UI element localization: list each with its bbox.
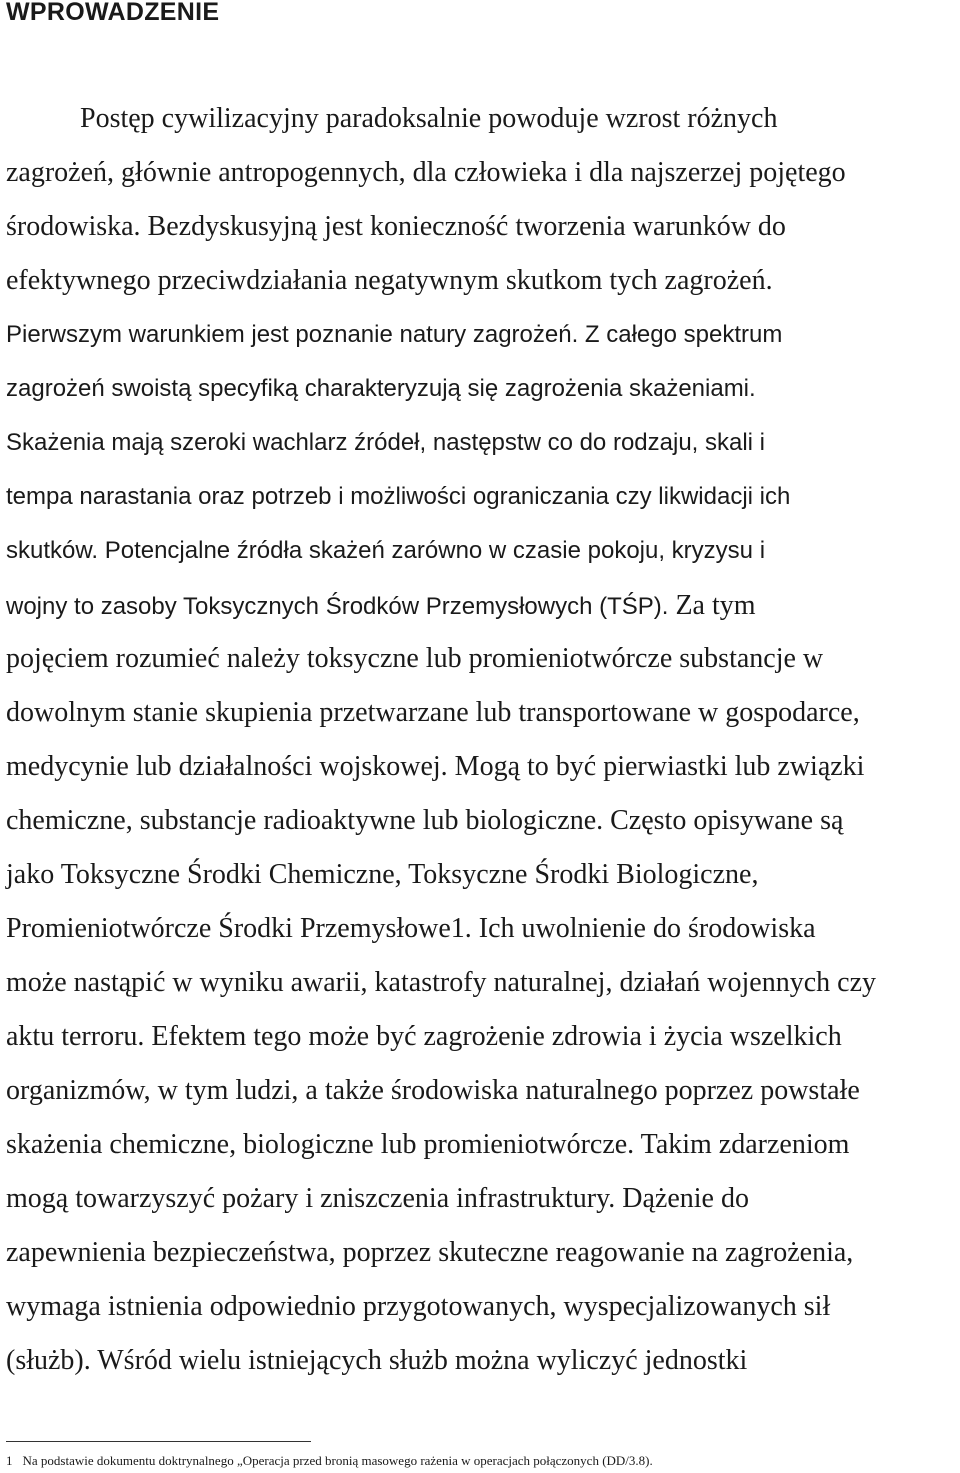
text-line: skutków. Potencjalne źródła skażeń zarówno w czasie pokoju, kryzysu i xyxy=(6,537,766,564)
section-heading: WPROWADZENIE xyxy=(6,0,220,26)
text-line: pojęciem rozumieć należy toksyczne lub promieniotwórcze substancje w xyxy=(6,643,824,674)
text-line: medycynie lub działalności wojskowej. Mogą to być pierwiastki lub związki xyxy=(6,751,865,782)
text-span: wojny to zasoby Toksycznych Środków Przemysłowych (TŚP). xyxy=(6,593,669,620)
text-line: jako Toksyczne Środki Chemiczne, Toksyczne Środki Biologiczne, xyxy=(6,859,759,890)
text-line: chemiczne, substancje radioaktywne lub biologiczne. Często opisywane są xyxy=(6,805,844,836)
footnote-text: Na podstawie dokumentu doktrynalnego „Operacja przed bronią masowego rażenia w operacjach połączonych (DD/3.8). xyxy=(22,1453,653,1468)
text-line: zapewnienia bezpieczeństwa, poprzez skuteczne reagowanie na zagrożenia, xyxy=(6,1237,854,1268)
footnote-number: 1 xyxy=(6,1453,13,1468)
text-span: Za tym xyxy=(668,590,756,621)
text-line: mogą towarzyszyć pożary i zniszczenia infrastruktury. Dążenie do xyxy=(6,1183,749,1214)
text-line: organizmów, w tym ludzi, a także środowiska naturalnego poprzez powstałe xyxy=(6,1075,860,1106)
text-line: skażenia chemiczne, biologiczne lub promieniotwórcze. Takim zdarzeniom xyxy=(6,1129,850,1160)
footnote xyxy=(6,1453,653,1469)
text-line xyxy=(6,587,756,625)
text-line: Promieniotwórcze Środki Przemysłowe1. Ich uwolnienie do środowiska xyxy=(6,913,816,944)
text-line: zagrożeń swoistą specyfiką charakteryzują się zagrożenia skażeniami. xyxy=(6,375,756,402)
text-line: aktu terroru. Efektem tego może być zagrożenie zdrowia i życia wszelkich xyxy=(6,1021,842,1052)
footnote-separator xyxy=(6,1441,311,1442)
text-line: Pierwszym warunkiem jest poznanie natury zagrożeń. Z całego spektrum xyxy=(6,321,783,348)
text-line: dowolnym stanie skupienia przetwarzane lub transportowane w gospodarce, xyxy=(6,697,860,728)
text-line: środowiska. Bezdyskusyjną jest konieczność tworzenia warunków do xyxy=(6,211,786,242)
text-line: zagrożeń, głównie antropogennych, dla człowieka i dla najszerzej pojętego xyxy=(6,157,846,188)
text-line: wymaga istnienia odpowiednio przygotowanych, wyspecjalizowanych sił xyxy=(6,1291,831,1322)
text-line: tempa narastania oraz potrzeb i możliwości ograniczania czy likwidacji ich xyxy=(6,483,791,510)
text-line: efektywnego przeciwdziałania negatywnym skutkom tych zagrożeń. xyxy=(6,265,773,296)
text-line: Skażenia mają szeroki wachlarz źródeł, następstw co do rodzaju, skali i xyxy=(6,429,766,456)
text-line: (służb). Wśród wielu istniejących służb można wyliczyć jednostki xyxy=(6,1345,748,1376)
text-line: Postęp cywilizacyjny paradoksalnie powoduje wzrost różnych xyxy=(80,103,778,134)
text-line: może nastąpić w wyniku awarii, katastrofy naturalnej, działań wojennych czy xyxy=(6,967,877,998)
